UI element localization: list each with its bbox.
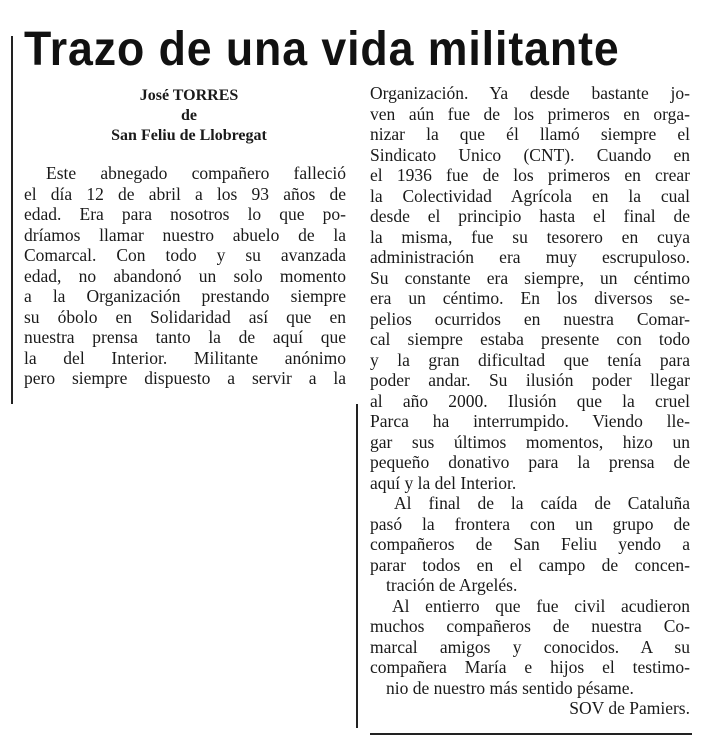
text-line: gar sus últimos momentos, hizo un bbox=[370, 431, 690, 452]
text-line: el día 12 de abril a los 93 años de bbox=[24, 183, 346, 204]
text-line: el 1936 fue de los primeros en crear bbox=[370, 165, 690, 185]
text-line: Este abnegado compañero falleció bbox=[46, 163, 346, 183]
author-name: José TORRES bbox=[139, 87, 239, 104]
text-line: pelios ocurridos en nuestra Comar- bbox=[370, 308, 690, 329]
text-line: era un céntimo. En los diversos se- bbox=[370, 288, 690, 308]
text-line: edad. Era para nosotros lo que po- bbox=[24, 204, 346, 224]
text-line: poder andar. Su ilusión poder llegar bbox=[370, 370, 690, 390]
text-line: Comarcal. Con todo y su avanzada bbox=[24, 245, 346, 265]
text-line: nuestra prensa tanto la de aquí que bbox=[24, 327, 346, 347]
text-line: compañeros de San Feliu yendo a bbox=[370, 534, 690, 554]
column-rule-left bbox=[11, 36, 13, 404]
text-line: la misma, fue su tesorero en cuya bbox=[370, 226, 690, 247]
text-line: y la gran dificultad que tenía para bbox=[370, 349, 690, 370]
text-line: marcal amigos y conocidos. A su bbox=[370, 636, 690, 657]
text-line: a la Organización prestando siempre bbox=[24, 286, 346, 306]
text-line: edad, no abandonó un solo momento bbox=[24, 265, 346, 286]
text-line: aquí y la del Interior. bbox=[370, 472, 517, 493]
text-line: nio de nuestro más sentido pésame. bbox=[386, 677, 634, 698]
text-line: tración de Argelés. bbox=[386, 575, 518, 595]
text-line: pasó la frontera con un grupo de bbox=[370, 513, 690, 534]
text-line: Organización. Ya desde bastante jo- bbox=[370, 83, 690, 103]
text-line: Parca ha interrumpido. Viendo lle- bbox=[370, 411, 690, 431]
text-line: pequeño donativo para la prensa de bbox=[370, 452, 690, 472]
closing-rule bbox=[370, 733, 692, 735]
byline-connector: de bbox=[181, 107, 197, 124]
text-line: desde el principio hasta el final de bbox=[370, 206, 690, 226]
left-column-text bbox=[24, 163, 346, 389]
text-line: Al final de la caída de Cataluña bbox=[394, 493, 690, 513]
text-line: nizar la que él llamó siempre el bbox=[370, 124, 690, 144]
text-line: al año 2000. Ilusión que la cruel bbox=[370, 390, 690, 411]
right-column-text bbox=[370, 83, 690, 719]
text-line: dríamos llamar nuestro abuelo de la bbox=[24, 224, 346, 245]
text-line: compañera María e hijos el testimo- bbox=[370, 657, 690, 677]
text-line: ven aún fue de los primeros en orga- bbox=[370, 103, 690, 124]
signature: SOV de Pamiers. bbox=[569, 698, 690, 718]
column-rule-middle bbox=[356, 404, 358, 728]
text-line: la Colectividad Agrícola en la cual bbox=[370, 185, 690, 206]
text-line: la del Interior. Militante anónimo bbox=[24, 347, 346, 368]
text-line: administración era muy escrupuloso. bbox=[370, 247, 690, 267]
text-line: muchos compañeros de nuestra Co- bbox=[370, 616, 690, 636]
text-line: parar todos en el campo de concen- bbox=[370, 554, 690, 575]
text-line: pero siempre dispuesto a servir a la bbox=[24, 368, 346, 388]
author-location: San Feliu de Llobregat bbox=[111, 127, 267, 144]
text-line: Al entierro que fue civil acudieron bbox=[392, 595, 690, 616]
article-title: Trazo de una vida militante bbox=[24, 23, 620, 76]
text-line: Su constante era siempre, un céntimo bbox=[370, 267, 690, 288]
text-line: su óbolo en Solidaridad así que en bbox=[24, 306, 346, 327]
text-line: Sindicato Unico (CNT). Cuando en bbox=[370, 144, 690, 165]
text-line: cal siempre estaba presente con todo bbox=[370, 329, 690, 349]
